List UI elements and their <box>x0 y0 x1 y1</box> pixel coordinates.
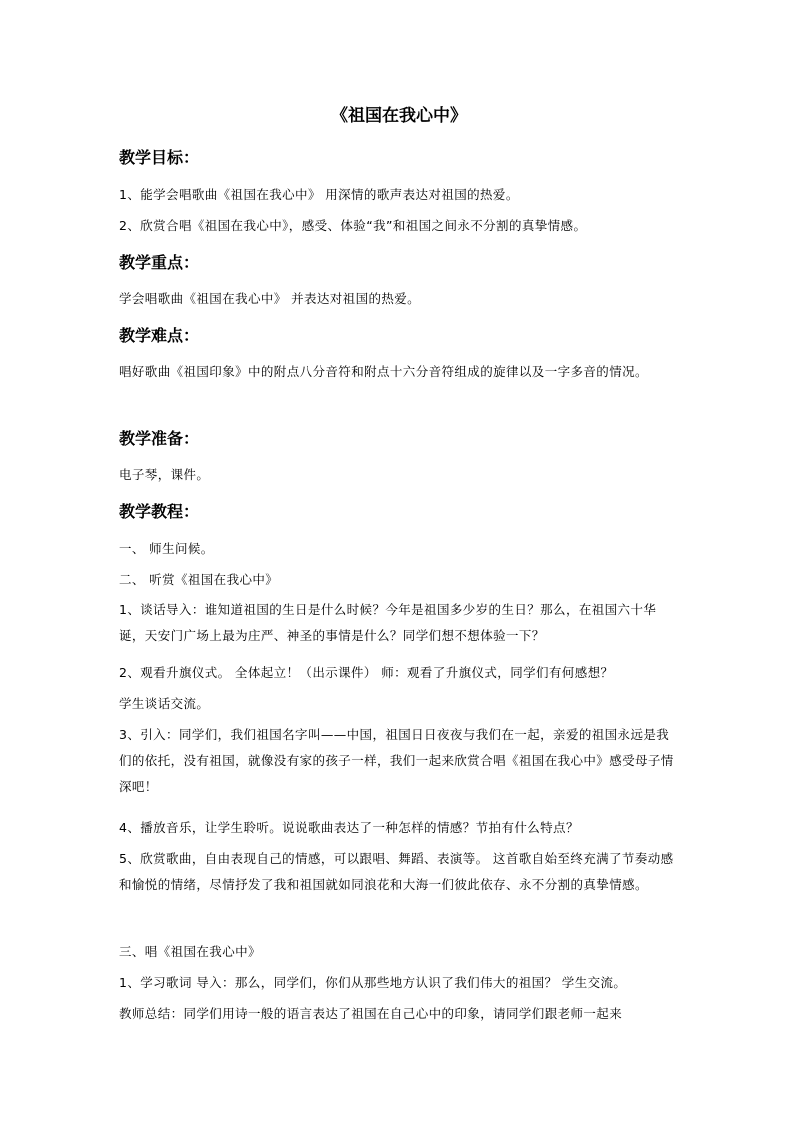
heading-process: 教学教程： <box>119 502 200 521</box>
process-item-2: 二、 听赏《祖国在我心中》 <box>119 572 279 587</box>
heading-key-points: 教学重点： <box>119 253 200 272</box>
document-title: 《祖国在我心中》 <box>331 106 467 126</box>
process-item-5: 学生谈话交流。 <box>119 696 210 711</box>
heading-objectives: 教学目标： <box>119 148 200 167</box>
process-item-1: 一、 师生问候。 <box>119 541 214 556</box>
heading-difficulties: 教学难点： <box>119 326 200 345</box>
objective-item-2: 2、欣赏合唱《祖国在我心中》，感受、体验“我”和祖国之间永不分割的真挚情感。 <box>119 218 587 233</box>
process-item-11: 教师总结：同学们用诗一般的语言表达了祖国在自己心中的印象，请同学们跟老师一起来 <box>119 1006 623 1021</box>
key-point-item-1: 学会唱歌曲《祖国在我心中》 并表达对祖国的热爱。 <box>119 291 421 306</box>
process-item-10: 1、学习歌词 导入：那么，同学们，你们从那些地方认识了我们伟大的祖国？ 学生交流。 <box>119 975 627 990</box>
objective-item-1: 1、能学会唱歌曲《祖国在我心中》 用深情的歌声表达对祖国的热爱。 <box>119 187 519 202</box>
preparation-item-1: 电子琴，课件。 <box>119 467 210 482</box>
process-item-3: 1、谈话导入：谁知道祖国的生日是什么时候？今年是祖国多少岁的生日？那么，在祖国六十华诞，天安门广场上最为庄严、神圣的事情是什么？同学们想不想体验一下？ <box>119 602 657 643</box>
process-item-7: 4、播放音乐，让学生聆听。说说歌曲表达了一种怎样的情感？节拍有什么特点？ <box>119 820 579 835</box>
process-item-8: 5、欣赏歌曲，自由表现自己的情感，可以跟唱、舞蹈、表演等。 这首歌自始至终充满了节奏动感和愉悦的情绪，尽情抒发了我和祖国就如同浪花和大海一们彼此依存、永不分割的真挚情感。 <box>119 851 674 892</box>
process-item-4: 2、观看升旗仪式。 全体起立！（出示课件） 师：观看了升旗仪式，同学们有何感想？ <box>119 665 614 680</box>
process-item-9: 三、唱《祖国在我心中》 <box>119 944 261 959</box>
process-item-6: 3、引入：同学们，我们祖国名字叫——中国，祖国日日夜夜与我们在一起，亲爱的祖国永远是我们的依托，没有祖国，就像没有家的孩子一样，我们一起来欣赏合唱《祖国在我心中》感受母子情深吧！ <box>119 727 674 794</box>
heading-preparation: 教学准备： <box>119 429 200 448</box>
difficulty-item-1: 唱好歌曲《祖国印象》中的附点八分音符和附点十六分音符组成的旋律以及一字多音的情况。 <box>119 364 648 379</box>
